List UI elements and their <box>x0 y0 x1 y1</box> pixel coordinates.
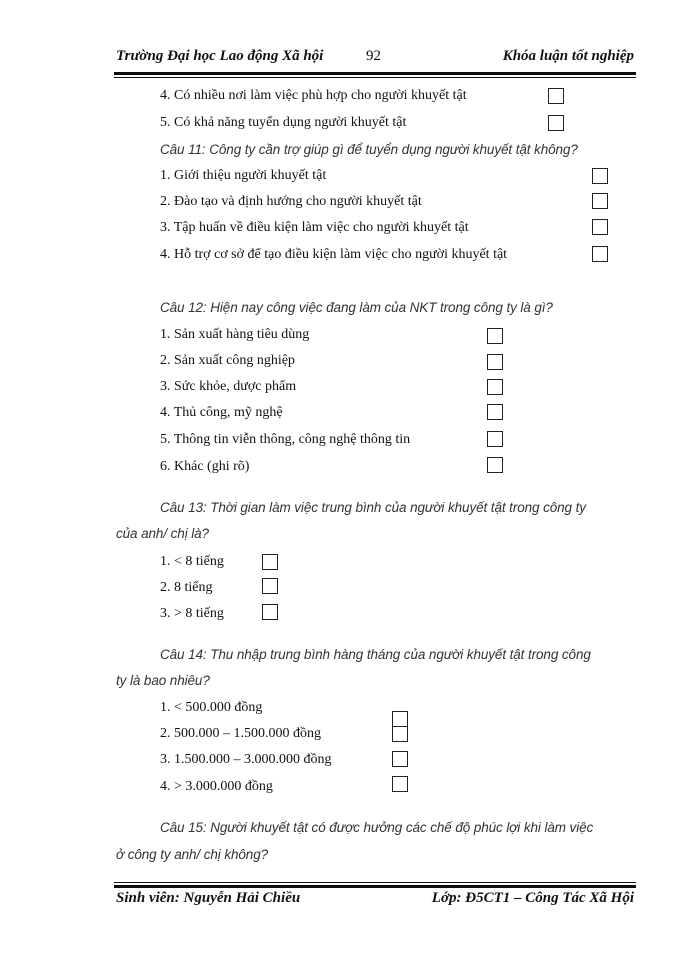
q10-item-5-checkbox[interactable] <box>548 115 564 131</box>
q11-item-1: 1. Giới thiệu người khuyết tật <box>160 168 327 183</box>
q12-item-6: 6. Khác (ghi rõ) <box>160 459 250 474</box>
q12-item-5: 5. Thông tin viễn thông, công nghệ thông tin <box>160 432 411 447</box>
q13-question-line-2: của anh/ chị là? <box>116 526 209 541</box>
header-rule-thick <box>114 72 636 75</box>
q13-item-3-checkbox[interactable] <box>262 604 278 620</box>
q14-item-3: 3. 1.500.000 – 3.000.000 đồng <box>160 752 332 767</box>
q10-item-5: 5. Có khả năng tuyển dụng người khuyết tật <box>160 115 407 130</box>
q10-item-4: 4. Có nhiều nơi làm việc phù hợp cho người khuyết tật <box>160 88 467 103</box>
q14-question-line-2: ty là bao nhiêu? <box>116 673 210 688</box>
q11-item-1-checkbox[interactable] <box>592 168 608 184</box>
q11-question: Câu 11: Công ty cần trợ giúp gì để tuyển dụng người khuyết tật không? <box>160 142 578 157</box>
header-rule-thin <box>114 77 636 78</box>
q12-item-4: 4. Thủ công, mỹ nghệ <box>160 405 283 420</box>
q14-item-2: 2. 500.000 – 1.500.000 đồng <box>160 726 321 741</box>
q15-question-line-2: ở công ty anh/ chị không? <box>116 847 269 862</box>
q15-question-line-1: Câu 15: Người khuyết tật có được hưởng các chế độ phúc lợi khi làm việc <box>160 820 594 835</box>
q12-question: Câu 12: Hiện nay công việc đang làm của NKT trong công ty là gì? <box>160 300 553 315</box>
q14-item-4: 4. > 3.000.000 đồng <box>160 779 273 794</box>
q14-question-line-1: Câu 14: Thu nhập trung bình hàng tháng của người khuyết tật trong công <box>160 647 591 662</box>
header-thesis-title: Khóa luận tốt nghiệp <box>502 48 634 64</box>
page-number: 92 <box>366 48 381 64</box>
q11-item-2: 2. Đào tạo và định hướng cho người khuyết tật <box>160 194 422 209</box>
q11-item-3: 3. Tập huấn về điều kiện làm việc cho người khuyết tật <box>160 220 469 235</box>
q13-item-2: 2. 8 tiếng <box>160 580 213 595</box>
q12-item-1: 1. Sản xuất hàng tiêu dùng <box>160 327 310 342</box>
q14-item-3-checkbox[interactable] <box>392 751 408 767</box>
q13-item-1: 1. < 8 tiếng <box>160 554 224 569</box>
q14-item-2-checkbox[interactable] <box>392 726 408 742</box>
q10-item-4-checkbox[interactable] <box>548 88 564 104</box>
q14-item-1-checkbox[interactable] <box>392 711 408 727</box>
q13-item-2-checkbox[interactable] <box>262 578 278 594</box>
q12-item-4-checkbox[interactable] <box>487 404 503 420</box>
q11-item-4-checkbox[interactable] <box>592 246 608 262</box>
q13-item-1-checkbox[interactable] <box>262 554 278 570</box>
footer-class: Lớp: Đ5CT1 – Công Tác Xã Hội <box>431 890 634 906</box>
q14-item-1: 1. < 500.000 đồng <box>160 700 263 715</box>
q12-item-2: 2. Sản xuất công nghiệp <box>160 353 295 368</box>
footer-student: Sinh viên: Nguyễn Hải Chiều <box>116 890 301 906</box>
q13-question-line-1: Câu 13: Thời gian làm việc trung bình của người khuyết tật trong công ty <box>160 500 586 515</box>
q14-item-4-checkbox[interactable] <box>392 776 408 792</box>
q12-item-2-checkbox[interactable] <box>487 354 503 370</box>
q12-item-3: 3. Sức khỏe, dược phẩm <box>160 379 297 394</box>
q11-item-3-checkbox[interactable] <box>592 219 608 235</box>
q12-item-6-checkbox[interactable] <box>487 457 503 473</box>
page-footer <box>116 890 634 912</box>
footer-rule-thin <box>114 882 636 883</box>
header-university: Trường Đại học Lao động Xã hội <box>116 48 324 64</box>
footer-rule-thick <box>114 885 636 888</box>
q12-item-1-checkbox[interactable] <box>487 328 503 344</box>
q11-item-4: 4. Hỗ trợ cơ sở để tạo điều kiện làm việc cho người khuyết tật <box>160 247 508 262</box>
q12-item-5-checkbox[interactable] <box>487 431 503 447</box>
page-header <box>116 48 634 70</box>
q11-item-2-checkbox[interactable] <box>592 193 608 209</box>
q13-item-3: 3. > 8 tiếng <box>160 606 224 621</box>
q12-item-3-checkbox[interactable] <box>487 379 503 395</box>
